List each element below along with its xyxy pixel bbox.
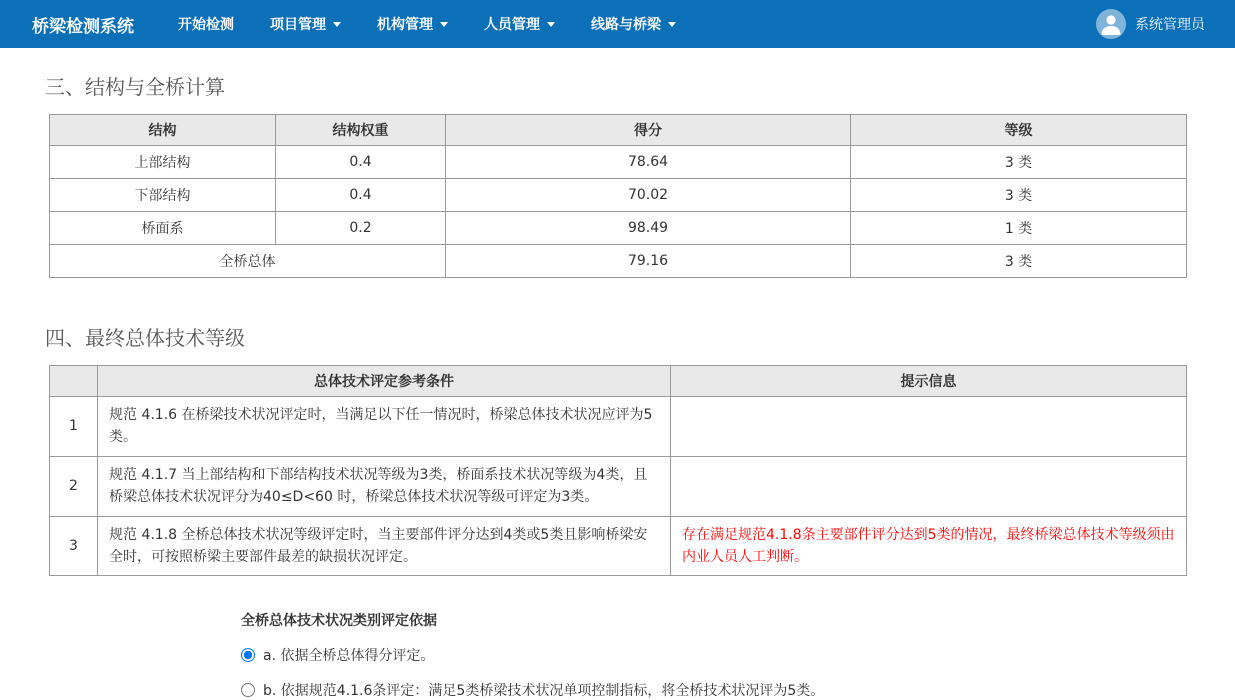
chevron-down-icon bbox=[333, 22, 341, 27]
cell-weight: 0.2 bbox=[276, 212, 446, 245]
table-header-row bbox=[50, 366, 1187, 397]
cell-structure: 上部结构 bbox=[50, 146, 276, 179]
cell-index: 1 bbox=[50, 397, 98, 457]
cell-score: 78.64 bbox=[446, 146, 851, 179]
chevron-down-icon bbox=[440, 22, 448, 27]
cell-structure: 桥面系 bbox=[50, 212, 276, 245]
assessment-basis-section bbox=[241, 610, 1186, 700]
col-header-index bbox=[50, 366, 98, 397]
nav-item-project-management[interactable] bbox=[252, 14, 359, 34]
table-row bbox=[50, 516, 1187, 576]
cell-condition: 规范 4.1.8 全桥总体技术状况等级评定时，当主要部件评分达到4类或5类且影响桥梁安全时，可按照桥梁主要部件最差的缺损状况评定。 bbox=[98, 516, 671, 576]
cell-hint-warning: 存在满足规范4.1.8条主要部件评分达到5类的情况，最终桥梁总体技术等级须由内业人员人工判断。 bbox=[671, 516, 1187, 576]
app-title[interactable]: 桥梁检测系统 bbox=[32, 16, 134, 37]
cell-index: 3 bbox=[50, 516, 98, 576]
table-row bbox=[50, 179, 1187, 212]
top-navbar bbox=[0, 0, 1235, 48]
nav-item-organization-management[interactable] bbox=[359, 14, 466, 34]
table-row bbox=[50, 456, 1187, 516]
radio-option-b[interactable] bbox=[241, 683, 255, 697]
cell-weight: 0.4 bbox=[276, 146, 446, 179]
assessment-option-a[interactable] bbox=[241, 645, 1186, 665]
cell-hint bbox=[671, 397, 1187, 457]
table-row bbox=[50, 146, 1187, 179]
cell-hint bbox=[671, 456, 1187, 516]
col-header-score: 得分 bbox=[446, 115, 851, 146]
radio-option-a[interactable] bbox=[241, 648, 255, 662]
chevron-down-icon bbox=[547, 22, 555, 27]
table-row bbox=[50, 397, 1187, 457]
cell-score: 70.02 bbox=[446, 179, 851, 212]
main-content bbox=[45, 71, 1186, 700]
table-row bbox=[50, 212, 1187, 245]
nav-item-label: 开始检测 bbox=[178, 17, 234, 33]
cell-grade: 3 类 bbox=[851, 179, 1187, 212]
cell-total-label: 全桥总体 bbox=[50, 245, 446, 278]
table-header-row bbox=[50, 115, 1187, 146]
nav-item-routes-and-bridges[interactable] bbox=[573, 14, 694, 34]
cell-grade: 3 类 bbox=[851, 146, 1187, 179]
nav-menu bbox=[160, 14, 694, 34]
nav-item-start-inspection[interactable] bbox=[160, 14, 252, 34]
nav-item-label: 机构管理 bbox=[377, 17, 433, 33]
technical-criteria-table bbox=[49, 365, 1187, 576]
cell-weight: 0.4 bbox=[276, 179, 446, 212]
col-header-condition: 总体技术评定参考条件 bbox=[98, 366, 671, 397]
section-title-structure-calculation: 三、结构与全桥计算 bbox=[45, 75, 225, 99]
user-menu[interactable] bbox=[1096, 9, 1205, 39]
section-title-final-technical-grade: 四、最终总体技术等级 bbox=[45, 326, 245, 350]
nav-item-personnel-management[interactable] bbox=[466, 14, 573, 34]
user-name: 系统管理员 bbox=[1135, 17, 1205, 33]
cell-score: 98.49 bbox=[446, 212, 851, 245]
cell-condition: 规范 4.1.7 当上部结构和下部结构技术状况等级为3类，桥面系技术状况等级为4类，且桥梁总体技术状况评分为40≤D<60 时，桥梁总体技术状况等级可评定为3类。 bbox=[98, 456, 671, 516]
col-header-hint: 提示信息 bbox=[671, 366, 1187, 397]
col-header-structure: 结构 bbox=[50, 115, 276, 146]
table-total-row bbox=[50, 245, 1187, 278]
cell-condition: 规范 4.1.6 在桥梁技术状况评定时，当满足以下任一情况时，桥梁总体技术状况应评为5类。 bbox=[98, 397, 671, 457]
cell-total-grade: 3 类 bbox=[851, 245, 1187, 278]
user-avatar-icon bbox=[1096, 9, 1126, 39]
nav-item-label: 项目管理 bbox=[270, 17, 326, 33]
cell-index: 2 bbox=[50, 456, 98, 516]
cell-grade: 1 类 bbox=[851, 212, 1187, 245]
col-header-weight: 结构权重 bbox=[276, 115, 446, 146]
structure-score-table bbox=[49, 114, 1187, 278]
cell-structure: 下部结构 bbox=[50, 179, 276, 212]
cell-total-score: 79.16 bbox=[446, 245, 851, 278]
nav-item-label: 人员管理 bbox=[484, 17, 540, 33]
nav-item-label: 线路与桥梁 bbox=[591, 17, 661, 33]
col-header-grade: 等级 bbox=[851, 115, 1187, 146]
radio-option-b-label: b. 依据规范4.1.6条评定：满足5类桥梁技术状况单项控制指标，将全桥技术状况评为5类。 bbox=[263, 683, 825, 700]
assessment-basis-label: 全桥总体技术状况类别评定依据 bbox=[241, 613, 437, 630]
assessment-option-b[interactable] bbox=[241, 680, 1186, 700]
chevron-down-icon bbox=[668, 22, 676, 27]
radio-option-a-label: a. 依据全桥总体得分评定。 bbox=[263, 648, 435, 665]
